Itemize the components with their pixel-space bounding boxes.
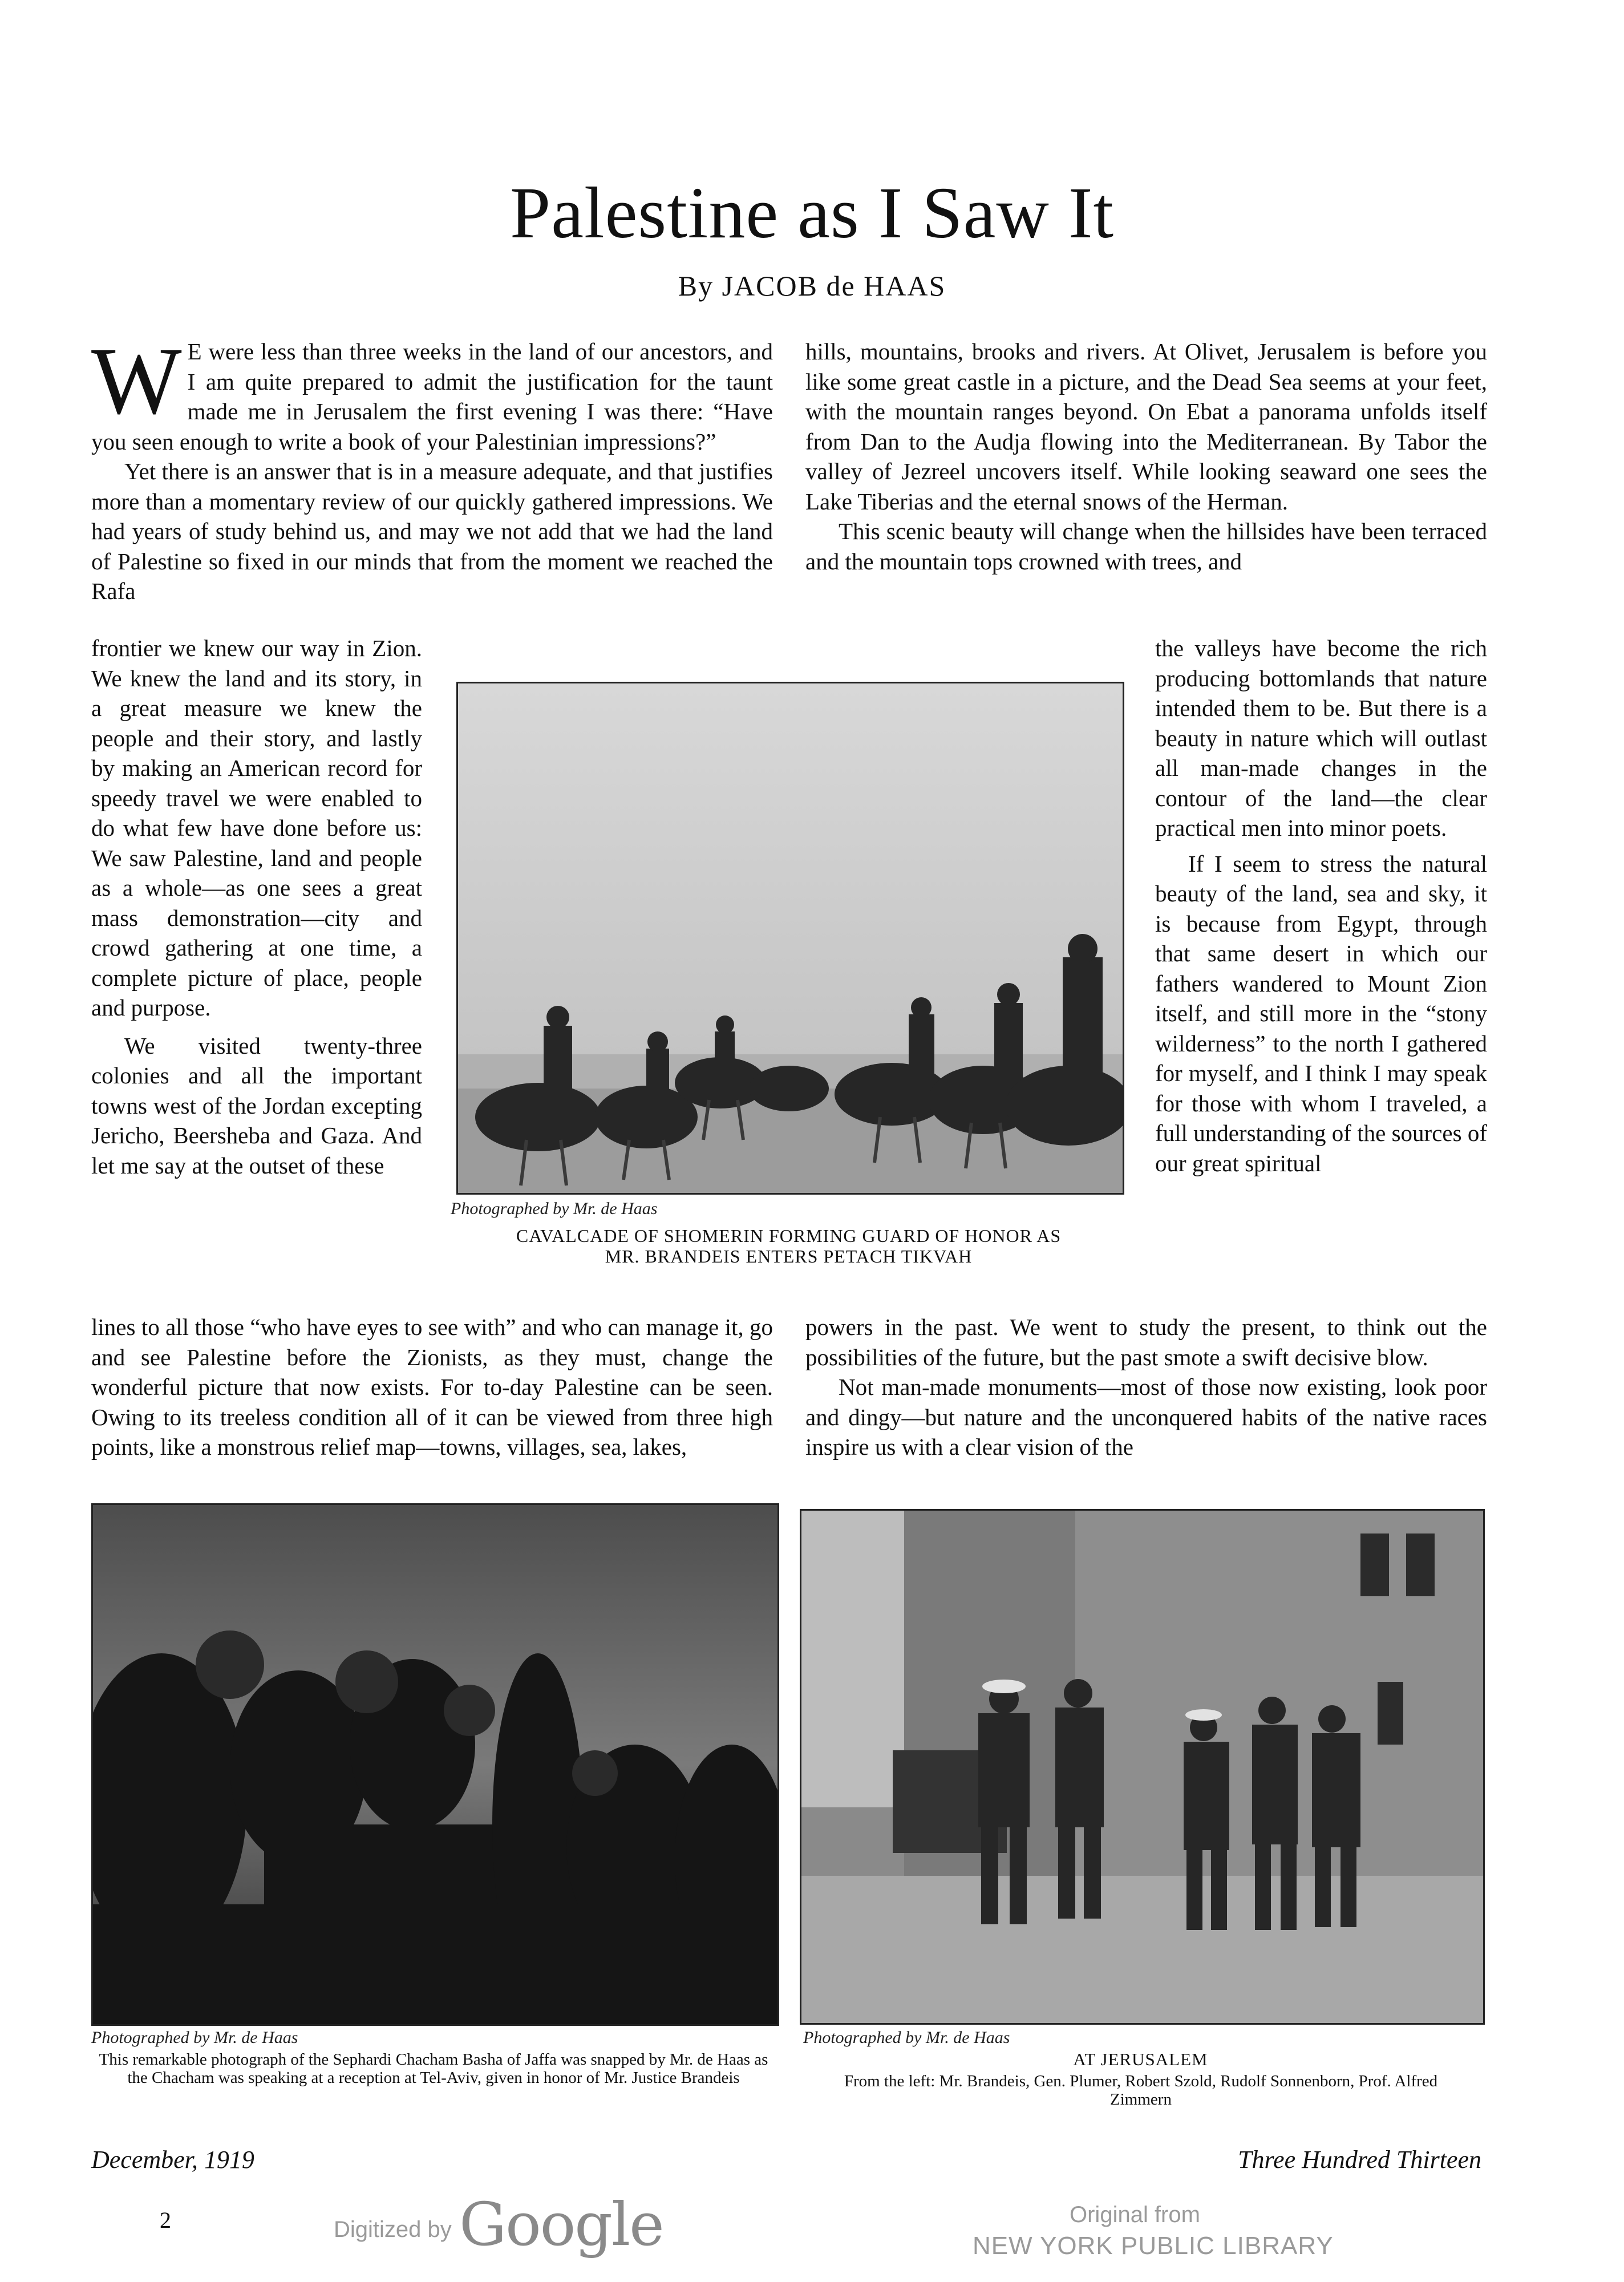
cavalcade-photo-credit: Photographed by Mr. de Haas bbox=[451, 1199, 658, 1218]
paragraph-6-continued: powers in the past. We went to study the present, to think out the possibilities of the future, but the past smote a swift decisive blow. bbox=[805, 1314, 1487, 1370]
jerusalem-caption-title: AT JERUSALEM bbox=[1073, 2049, 1208, 2069]
paragraph-1 bbox=[91, 328, 773, 456]
right-column-narrow bbox=[1155, 633, 1487, 1178]
right-column-bottom bbox=[805, 1312, 1487, 1462]
original-from-label: Original from bbox=[1070, 2202, 1200, 2227]
cavalcade-photo bbox=[456, 682, 1124, 1195]
paragraph-3-continued: lines to all those “who have eyes to see with” and who can manage it, go and see Palestine before the Zionists, as they must, change the wonderful picture that now exists. For to-day Palestine can be seen. Owing to its treeless condition all of it can be viewed from three high points, like a monstrous relief map—towns, villages, sea, lakes, bbox=[91, 1314, 773, 1460]
jerusalem-photo bbox=[800, 1509, 1485, 2025]
cavalcade-caption-line-2: MR. BRANDEIS ENTERS PETACH TIKVAH bbox=[605, 1246, 973, 1267]
chacham-photo-credit: Photographed by Mr. de Haas bbox=[91, 2028, 298, 2047]
paragraph-7: Not man-made monuments—most of those now existing, look poor and dingy—but nature and the unconquered habits of the native races inspire us with a clear vision of the bbox=[805, 1374, 1487, 1460]
paragraph-2-continued: frontier we knew our way in Zion. We knew the land and its story, in a great measure we knew the people and their story, and lastly by making an American record for speedy travel we were enabled to do what few have done before us: We saw Palestine, land and people as a whole—as one sees a great mass demonstration—city and crowd gathering at one time, a complete picture of place, people and purpose. bbox=[91, 635, 422, 1021]
article-byline: By JACOB de HAAS bbox=[678, 270, 946, 302]
page-number-words: Three Hundred Thirteen bbox=[1238, 2146, 1481, 2174]
jerusalem-photo-credit: Photographed by Mr. de Haas bbox=[803, 2028, 1010, 2047]
paragraph-4: hills, mountains, brooks and rivers. At Olivet, Jerusalem is before you like some great castle in a picture, and the Dead Sea seems at your feet, with the mountain ranges beyond. On Ebat a panorama unfolds itself from Dan to the Audja flowing into the Mediterranean. By Tabor the valley of Jezreel uncovers itself. While looking seaward one sees the Lake Tiberias and the eternal snows of the Herman. bbox=[805, 338, 1487, 515]
left-column-bottom bbox=[91, 1312, 773, 1462]
right-column-top bbox=[805, 337, 1487, 576]
drop-cap: W bbox=[91, 328, 182, 434]
paragraph-3: We visited twenty-three colonies and all the important towns west of the Jordan excepting Jericho, Beersheba and Gaza. And let me say at the outset of these bbox=[91, 1032, 422, 1179]
left-column-top bbox=[91, 328, 773, 606]
paragraph-5-continued: the valleys have become the rich producing bottomlands that nature intended them to be. But there is a beauty in nature which will outlast all man-made changes in the contour of the land—the clear practical men into minor poets. bbox=[1155, 635, 1487, 841]
chacham-photo bbox=[91, 1503, 779, 2026]
page-number: 2 bbox=[160, 2207, 171, 2233]
library-name: NEW YORK PUBLIC LIBRARY bbox=[973, 2232, 1334, 2260]
jerusalem-caption: From the left: Mr. Brandeis, Gen. Plumer, Robert Szold, Rudolf Sonnenborn, Prof. Alfred Zimmern bbox=[844, 2072, 1438, 2109]
digitized-by-label: Digitized by bbox=[334, 2217, 452, 2242]
paragraph-6: If I seem to stress the natural beauty of the land, sea and sky, it is because from Egypt, through that same desert in which our fathers wandered to Mount Zion itself, and still more in the “stony wilderness” to the north I gathered for myself, and I think I may speak for those with whom I traveled, a full understanding of the sources of our great spiritual bbox=[1155, 850, 1487, 1176]
cavalcade-caption-line-1: CAVALCADE OF SHOMERIN FORMING GUARD OF HONOR AS bbox=[516, 1225, 1062, 1246]
left-column-narrow bbox=[91, 633, 422, 1180]
paragraph-2: Yet there is an answer that is in a measure adequate, and that justifies more than a momentary review of our quickly gathered impressions. We had years of study behind us, and may we not add that we had the land of Palestine so fixed in our minds that from the moment we reached the Rafa bbox=[91, 458, 773, 604]
cavalcade-caption bbox=[445, 1225, 1132, 1267]
article-title: Palestine as I Saw It bbox=[510, 172, 1114, 253]
paragraph-5: This scenic beauty will change when the hillsides have been terraced and the mountain tops crowned with trees, and bbox=[805, 518, 1487, 574]
paragraph-1-text: E were less than three weeks in the land of our ancestors, and I am quite prepared to admit the justification for the taunt made me in Jerusalem the first evening I was there: “Have you seen enough to write a book of your Palestinian impressions?” bbox=[91, 338, 773, 455]
chacham-caption: This remarkable photograph of the Sephardi Chacham Basha of Jaffa was snapped by Mr. de Haas as the Chacham was speaking at a reception at Tel-Aviv, given in honor of Mr. Justice Brandeis bbox=[99, 2050, 768, 2087]
google-logo: Google bbox=[459, 2190, 663, 2259]
issue-date: December, 1919 bbox=[91, 2146, 254, 2174]
